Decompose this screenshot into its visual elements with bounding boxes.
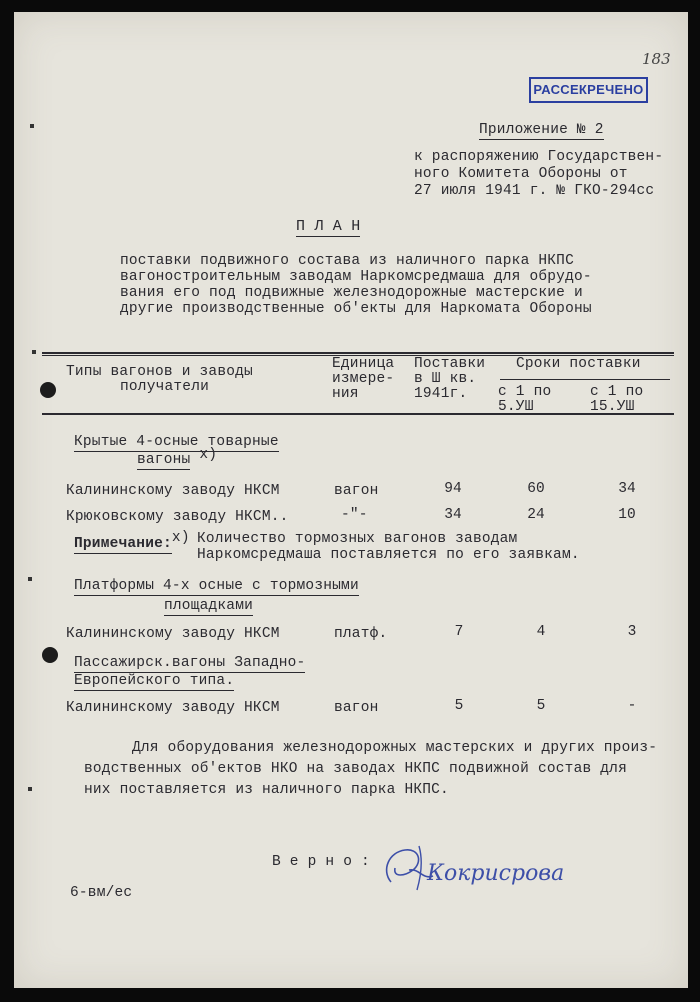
appendix-line-2: ного Комитета Обороны от	[414, 166, 628, 182]
section1-row1-by5: 60	[527, 481, 545, 497]
note-label: Примечание:х)	[74, 530, 190, 552]
section2-row-unit: платф.	[334, 626, 388, 642]
section2-row-by15: 3	[627, 624, 637, 640]
section1-row2-by15: 10	[618, 507, 636, 523]
header-col4b-line-2: 15.УШ	[590, 399, 635, 415]
section1-row2-name: Крюковскому заводу НКСМ..	[66, 509, 289, 525]
footer-line-2: водственных об'ектов НКО на заводах НКПС подвижной состав для	[84, 761, 627, 777]
margin-tick	[28, 787, 32, 791]
declassified-stamp: РАССЕКРЕЧЕНО	[529, 77, 648, 103]
section2-title-line-2: площадками	[164, 598, 254, 614]
delivery-split-rule	[500, 379, 670, 380]
margin-tick	[30, 124, 34, 128]
section1-row2-by5: 24	[527, 507, 545, 523]
section1-footnote-mark: х)	[199, 447, 218, 463]
section1-row1-name: Калининскому заводу НКСМ	[66, 483, 280, 499]
signature	[379, 840, 569, 900]
section2-row-name: Калининскому заводу НКСМ	[66, 626, 280, 642]
header-col1-line-2: получатели	[120, 379, 210, 395]
header-col2-line-1: Единица	[332, 356, 395, 372]
header-col4a-line-2: 5.УШ	[498, 399, 534, 415]
reference-code: 6-вм/ес	[70, 885, 133, 901]
section3-row-unit: вагон	[334, 700, 379, 716]
section3-row-by5: 5	[536, 698, 546, 714]
margin-tick	[28, 577, 32, 581]
table-header-bottom-rule	[42, 413, 674, 415]
header-col3-line-1: Поставки	[414, 356, 486, 372]
plan-subtitle-line-4: другие производственные об'екты для Наркомата Обороны	[120, 301, 592, 317]
header-col3-line-2: в Ш кв.	[414, 371, 477, 387]
section1-title-line-1: Крытые 4-осные товарные	[74, 434, 279, 450]
header-col1-line-1: Типы вагонов и заводы	[66, 364, 253, 380]
certified-label: В е р н о :	[272, 854, 370, 870]
section1-row2-unit: -"-	[341, 507, 368, 523]
document-page	[14, 12, 688, 988]
section3-title-line-2: Европейского типа.	[74, 673, 235, 689]
note-line-2: Наркомсредмаша поставляется по его заявкам.	[197, 547, 580, 563]
section2-title-line-1: Платформы 4-х осные с тормозными	[74, 578, 359, 594]
section1-row1-unit: вагон	[334, 483, 379, 499]
appendix-line-3: 27 июля 1941 г. № ГКО-294сс	[414, 183, 655, 199]
section1-title-line-2: вагоны х)	[137, 447, 218, 468]
header-col4: Сроки поставки	[516, 356, 641, 372]
page-number: 183	[642, 50, 671, 68]
header-col2-line-2: измере-	[332, 371, 395, 387]
plan-subtitle-line-3: вания его под подвижные железнодорожные мастерские и	[120, 285, 583, 301]
footer-line-3: них поставляется из наличного парка НКПС.	[84, 782, 449, 798]
section3-row-by15: -	[627, 698, 637, 714]
signature-text: Кокрисрова	[427, 861, 565, 886]
plan-subtitle-line-1: поставки подвижного состава из наличного парка НКПС	[120, 253, 574, 269]
header-col4b-line-1: с 1 по	[590, 384, 644, 400]
plan-subtitle-line-2: вагоностроительным заводам Наркомсредмаша для обрудо-	[120, 269, 592, 285]
section2-row-q3: 7	[454, 624, 464, 640]
note-line-1: Количество тормозных вагонов заводам	[197, 531, 518, 547]
note-footnote-mark: х)	[171, 530, 190, 546]
section1-row1-by15: 34	[618, 481, 636, 497]
punch-hole-bottom	[42, 647, 58, 663]
punch-hole-top	[40, 382, 56, 398]
appendix-line-1: к распоряжению Государствен-	[414, 149, 664, 165]
header-col2-line-3: ния	[332, 386, 359, 402]
section1-row1-q3: 94	[444, 481, 462, 497]
header-col3-line-3: 1941г.	[414, 386, 468, 402]
appendix-title: Приложение № 2	[479, 122, 604, 138]
section1-row2-q3: 34	[444, 507, 462, 523]
margin-tick	[32, 350, 36, 354]
section3-row-name: Калининскому заводу НКСМ	[66, 700, 280, 716]
section3-title-line-1: Пассажирск.вагоны Западно-	[74, 655, 306, 671]
plan-title: П Л А Н	[296, 218, 361, 235]
signature-stroke	[417, 846, 421, 890]
footer-line-1: Для оборудования железнодорожных мастерских и других произ-	[132, 740, 658, 756]
table-top-rule	[42, 352, 674, 354]
section2-row-by5: 4	[536, 624, 546, 640]
header-col4a-line-1: с 1 по	[498, 384, 552, 400]
section3-row-q3: 5	[454, 698, 464, 714]
